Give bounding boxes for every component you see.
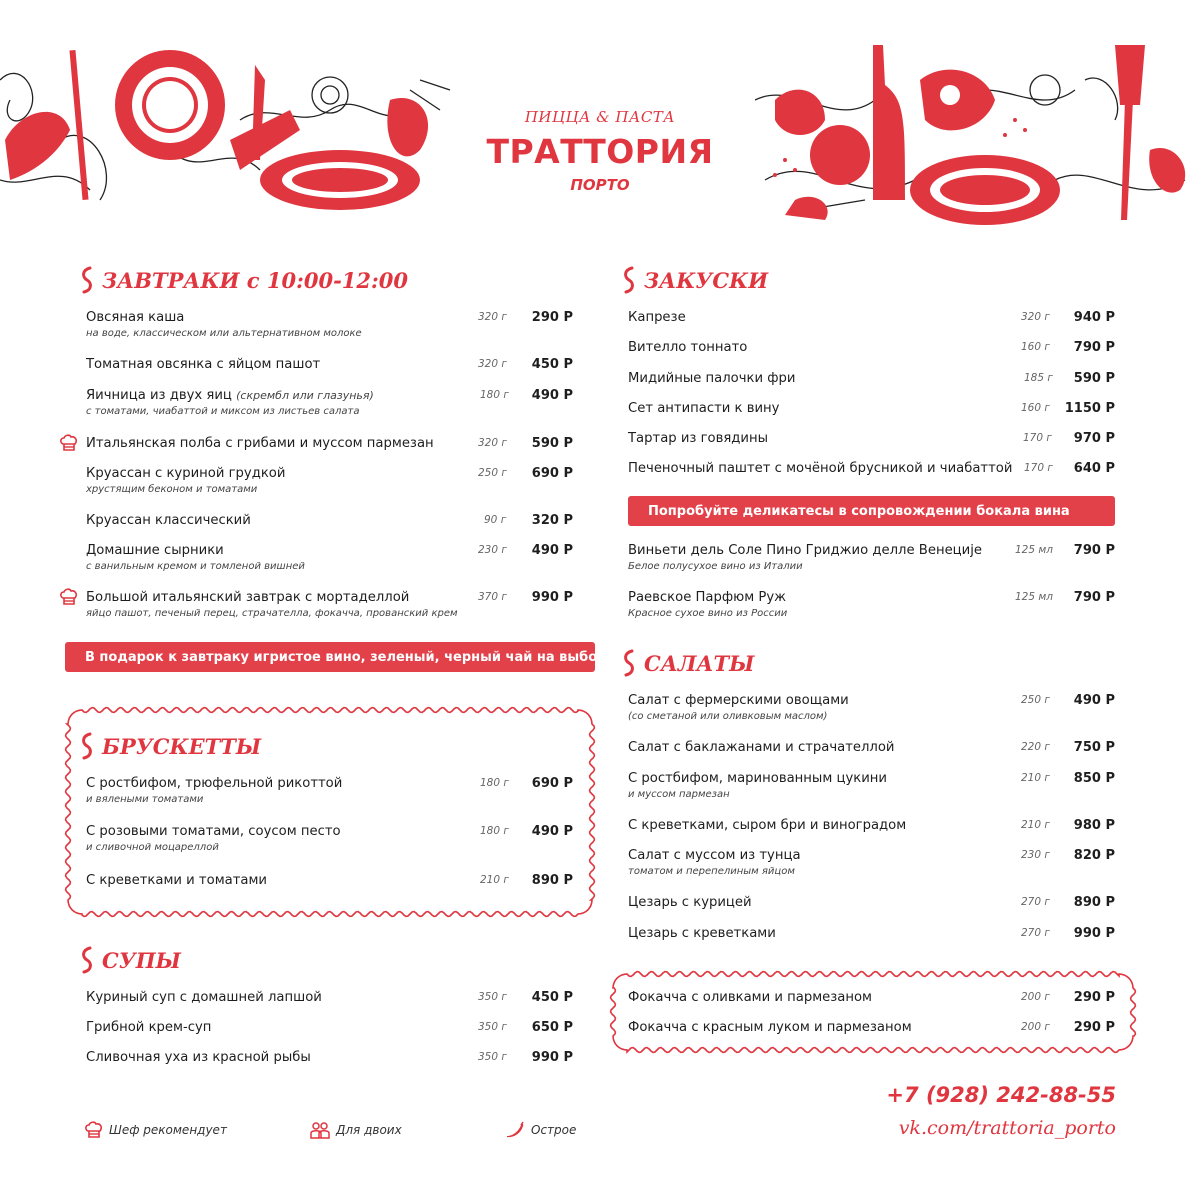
item-desc: с томатами, чиабаттой и миксом из листьев салата <box>86 406 360 417</box>
item-price: 850 Р <box>1073 771 1115 786</box>
brand-block <box>450 108 750 194</box>
item-name: С креветками, сыром бри и виноградом <box>628 818 907 833</box>
item-name: С креветками и томатами <box>86 873 267 888</box>
item-price: 990 Р <box>1073 926 1115 941</box>
item-weight: 200 г <box>1021 991 1050 1003</box>
item-price: 790 Р <box>1073 590 1115 605</box>
brand-tagline: ПИЦЦА & ПАСТА <box>524 108 676 126</box>
item-weight: 125 мл <box>1015 591 1054 603</box>
wine-item <box>628 543 1115 579</box>
two-people-icon <box>310 1121 330 1139</box>
item-name-note: (скрембл или глазунья) <box>236 389 374 402</box>
item-price: 590 Р <box>1073 371 1115 386</box>
bruschetta-section <box>86 728 573 898</box>
menu-item <box>86 824 573 860</box>
item-price: 650 Р <box>531 1020 573 1035</box>
item-name: Салат с баклажанами и страчателлой <box>628 740 895 755</box>
item-price: 490 Р <box>531 388 573 403</box>
item-price: 1150 Р <box>1064 401 1115 416</box>
item-price: 690 Р <box>531 776 573 791</box>
wine-banner: Попробуйте деликатесы в сопровождении бокала вина <box>628 496 1115 526</box>
item-price: 290 Р <box>531 310 573 325</box>
item-price: 790 Р <box>1073 340 1115 355</box>
menu-item <box>86 543 573 579</box>
item-weight: 180 г <box>480 389 509 401</box>
legend-spicy <box>505 1121 576 1139</box>
item-name: Виньети дель Соле Пино Гриджио делле Венеције <box>628 543 983 558</box>
item-name: Печеночный паштет с мочёной брусникой и чиабаттой <box>628 461 1013 476</box>
item-name: Грибной крем-суп <box>86 1020 212 1035</box>
item-weight: 270 г <box>1021 927 1050 939</box>
item-weight: 350 г <box>478 991 507 1003</box>
item-name: С розовыми томатами, соусом песто <box>86 824 341 839</box>
brand-name: ТРАТТОРИЯ <box>486 132 714 171</box>
item-desc: и сливочной моцареллой <box>86 842 219 853</box>
vk-link[interactable]: vk.com/trattoria_porto <box>898 1117 1116 1139</box>
item-name: С ростбифом, маринованным цукини <box>628 771 887 786</box>
item-price: 490 Р <box>531 543 573 558</box>
item-price: 490 Р <box>1073 693 1115 708</box>
item-weight: 200 г <box>1021 1021 1050 1033</box>
item-price: 980 Р <box>1073 818 1115 833</box>
focaccia-section <box>628 990 1115 1050</box>
item-price: 790 Р <box>1073 543 1115 558</box>
item-weight: 350 г <box>478 1051 507 1063</box>
item-weight: 250 г <box>478 467 507 479</box>
item-price: 490 Р <box>531 824 573 839</box>
item-weight: 370 г <box>478 591 507 603</box>
item-price: 750 Р <box>1073 740 1115 755</box>
item-weight: 230 г <box>478 544 507 556</box>
item-name: Итальянская полба с грибами и муссом пармезан <box>86 436 434 451</box>
item-price: 990 Р <box>531 1050 573 1065</box>
item-desc: Красное сухое вино из России <box>628 608 788 619</box>
item-weight: 320 г <box>478 358 507 370</box>
appetizers-title: ЗАКУСКИ <box>644 267 769 293</box>
appetizers-section <box>628 262 1115 492</box>
item-name: Куриный суп с домашней лапшой <box>86 990 322 1005</box>
menu-item <box>628 848 1115 884</box>
item-weight: 270 г <box>1021 896 1050 908</box>
item-weight: 125 мл <box>1015 544 1054 556</box>
item-price: 290 Р <box>1073 1020 1115 1035</box>
item-price: 590 Р <box>531 436 573 451</box>
item-weight: 160 г <box>1021 402 1050 414</box>
appetizers-heading <box>622 262 768 298</box>
item-desc: яйцо пашот, печеный перец, страчателла, фокачча, прованский крем <box>86 608 458 619</box>
item-price: 940 Р <box>1073 310 1115 325</box>
chef-hat-icon <box>60 588 78 606</box>
item-price: 990 Р <box>531 590 573 605</box>
item-name: Томатная овсянка с яйцом пашот <box>86 357 321 372</box>
wine-list <box>628 543 1115 633</box>
menu-item <box>86 310 573 346</box>
item-desc: хрустящим беконом и томатами <box>86 484 258 495</box>
chili-icon <box>505 1121 525 1139</box>
item-price: 820 Р <box>1073 848 1115 863</box>
chef-hat-icon <box>85 1121 103 1139</box>
item-weight: 170 г <box>1023 432 1052 444</box>
item-desc: Белое полусухое вино из Италии <box>628 561 803 572</box>
squiggle-icon <box>80 945 94 975</box>
item-desc: и вялеными томатами <box>86 794 204 805</box>
item-name: Большой итальянский завтрак с мортаделлой <box>86 590 410 605</box>
item-name: С ростбифом, трюфельной рикоттой <box>86 776 343 791</box>
item-desc: (со сметаной или оливковым маслом) <box>628 711 828 722</box>
item-name: Цезарь с креветками <box>628 926 776 941</box>
food-illustration-left <box>0 40 460 230</box>
menu-item <box>86 466 573 502</box>
bruschetta-title: БРУСКЕТТЫ <box>102 733 262 759</box>
squiggle-icon <box>622 648 636 678</box>
item-weight: 185 г <box>1024 372 1053 384</box>
item-name: Тартар из говядины <box>628 431 769 446</box>
menu-item <box>628 926 1115 962</box>
legend-chef <box>85 1121 227 1139</box>
item-price: 890 Р <box>1073 895 1115 910</box>
item-name: Вителло тоннато <box>628 340 748 355</box>
item-price: 320 Р <box>531 513 573 528</box>
squiggle-icon <box>80 265 94 295</box>
item-weight: 320 г <box>478 311 507 323</box>
breakfast-title: ЗАВТРАКИ с 10:00-12:00 <box>102 267 408 293</box>
food-illustration-right <box>755 40 1200 230</box>
salads-section <box>628 645 1115 945</box>
item-name: Круассан классический <box>86 513 251 528</box>
item-price: 690 Р <box>531 466 573 481</box>
item-name: Круассан с куриной грудкой <box>86 466 286 481</box>
menu-item <box>86 590 573 626</box>
legend-for-two-label: Для двоих <box>336 1123 402 1137</box>
salads-heading <box>622 645 754 681</box>
item-desc: томатом и перепелиным яйцом <box>628 866 795 877</box>
legend-for-two <box>310 1121 402 1139</box>
item-weight: 210 г <box>480 874 509 886</box>
item-weight: 250 г <box>1021 694 1050 706</box>
menu-item <box>628 771 1115 807</box>
item-weight: 350 г <box>478 1021 507 1033</box>
item-desc: на воде, классическом или альтернативном молоке <box>86 328 362 339</box>
item-price: 640 Р <box>1073 461 1115 476</box>
item-weight: 160 г <box>1021 341 1050 353</box>
item-weight: 320 г <box>478 437 507 449</box>
item-name: Мидийные палочки фри <box>628 371 796 386</box>
item-weight: 220 г <box>1021 741 1050 753</box>
wine-item <box>628 590 1115 626</box>
item-name: Капрезе <box>628 310 686 325</box>
menu-item <box>86 388 573 424</box>
item-weight: 180 г <box>480 825 509 837</box>
item-name <box>86 388 374 403</box>
item-weight: 170 г <box>1024 462 1053 474</box>
item-name: Фокачча с красным луком и пармезаном <box>628 1020 912 1035</box>
item-price: 890 Р <box>531 873 573 888</box>
item-desc: и муссом пармезан <box>628 789 730 800</box>
soups-section <box>86 942 573 1082</box>
item-name: Овсяная каша <box>86 310 185 325</box>
brand-city: ПОРТО <box>570 176 630 194</box>
menu-item <box>628 693 1115 729</box>
item-name-main: Яичница из двух яиц <box>86 388 232 403</box>
item-weight: 210 г <box>1021 772 1050 784</box>
menu-item <box>86 776 573 812</box>
item-name: Раевское Парфюм Руж <box>628 590 787 605</box>
item-price: 970 Р <box>1073 431 1115 446</box>
item-name: Сет антипасти к вину <box>628 401 780 416</box>
item-name: Салат с муссом из тунца <box>628 848 801 863</box>
item-weight: 210 г <box>1021 819 1050 831</box>
item-weight: 230 г <box>1021 849 1050 861</box>
legend-chef-label: Шеф рекомендует <box>109 1123 227 1137</box>
phone-number[interactable]: +7 (928) 242-88-55 <box>886 1083 1116 1107</box>
item-weight: 180 г <box>480 777 509 789</box>
item-price: 450 Р <box>531 357 573 372</box>
item-name: Сливочная уха из красной рыбы <box>86 1050 311 1065</box>
item-name: Салат с фермерскими овощами <box>628 693 849 708</box>
menu-item <box>628 461 1115 497</box>
soups-title: СУПЫ <box>102 947 181 973</box>
item-weight: 320 г <box>1021 311 1050 323</box>
bruschetta-heading <box>80 728 261 764</box>
salads-title: САЛАТЫ <box>644 650 755 676</box>
breakfast-section <box>86 262 573 622</box>
item-name: Фокачча с оливками и пармезаном <box>628 990 872 1005</box>
item-weight: 90 г <box>484 514 507 526</box>
legend-spicy-label: Острое <box>531 1123 577 1137</box>
breakfast-heading <box>80 262 408 298</box>
chef-hat-icon <box>60 434 78 452</box>
squiggle-icon <box>622 265 636 295</box>
item-name: Домашние сырники <box>86 543 224 558</box>
item-price: 290 Р <box>1073 990 1115 1005</box>
menu-item <box>628 1020 1115 1056</box>
menu-item <box>86 873 573 909</box>
soups-heading <box>80 942 181 978</box>
breakfast-gift-banner: В подарок к завтраку игристое вино, зеленый, черный чай на выбор <box>65 642 595 672</box>
squiggle-icon <box>80 731 94 761</box>
item-name: Цезарь с курицей <box>628 895 752 910</box>
menu-item <box>86 1050 573 1086</box>
item-price: 450 Р <box>531 990 573 1005</box>
item-desc: с ванильным кремом и томленой вишней <box>86 561 305 572</box>
